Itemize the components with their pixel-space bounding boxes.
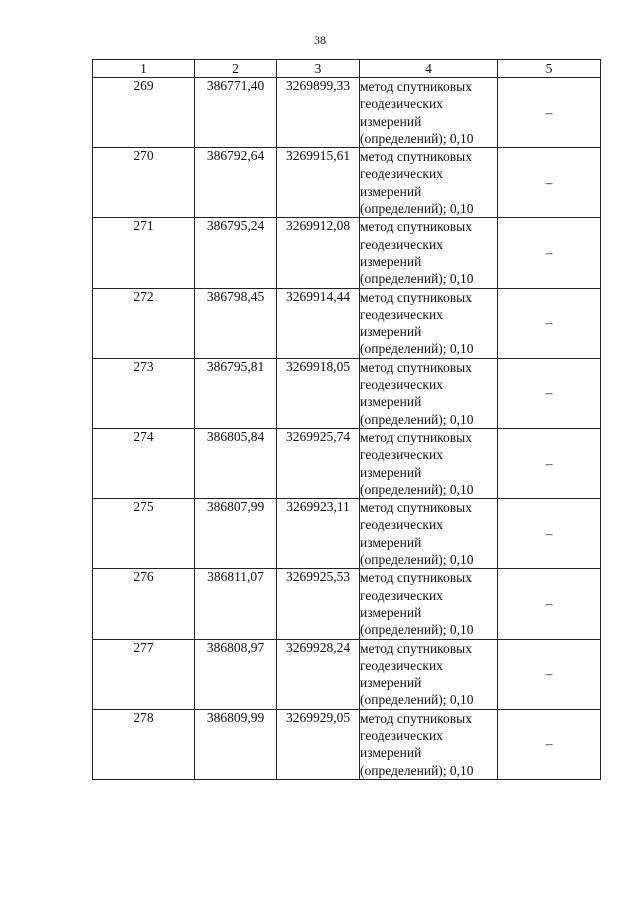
note-cell: –	[498, 639, 601, 709]
method-line: измерений	[360, 253, 422, 269]
y-coordinate-cell: 3269925,53	[277, 569, 360, 639]
header-row	[93, 60, 601, 78]
point-number-cell: 276	[93, 569, 195, 639]
table-row	[93, 569, 601, 639]
point-number-cell: 272	[93, 288, 195, 358]
y-coordinate-cell: 3269912,08	[277, 218, 360, 288]
method-line: измерений	[360, 534, 422, 550]
method-line: геодезических	[360, 96, 443, 112]
method-line: измерений	[360, 324, 422, 340]
method-line: метод спутниковых	[360, 710, 472, 726]
x-coordinate-cell: 386795,81	[195, 358, 277, 428]
point-number-cell: 269	[93, 78, 195, 148]
method-cell	[360, 428, 498, 498]
y-coordinate-cell: 3269915,61	[277, 148, 360, 218]
method-line: (определений); 0,10	[360, 201, 474, 217]
method-line: (определений); 0,10	[360, 692, 474, 708]
method-cell	[360, 569, 498, 639]
note-cell: –	[498, 428, 601, 498]
y-coordinate-cell: 3269918,05	[277, 358, 360, 428]
method-cell	[360, 358, 498, 428]
method-line: геодезических	[360, 166, 443, 182]
point-number-cell: 278	[93, 709, 195, 779]
method-line: (определений); 0,10	[360, 411, 474, 427]
note-cell: –	[498, 148, 601, 218]
point-number-cell: 274	[93, 428, 195, 498]
point-number-cell: 275	[93, 499, 195, 569]
method-line: (определений); 0,10	[360, 271, 474, 287]
note-cell: –	[498, 288, 601, 358]
table-row	[93, 639, 601, 709]
table-row	[93, 428, 601, 498]
x-coordinate-cell: 386771,40	[195, 78, 277, 148]
column-header-4: 4	[360, 60, 498, 78]
method-line: измерений	[360, 183, 422, 199]
table-row	[93, 358, 601, 428]
x-coordinate-cell: 386798,45	[195, 288, 277, 358]
method-line: (определений); 0,10	[360, 762, 474, 778]
x-coordinate-cell: 386809,99	[195, 709, 277, 779]
point-number-cell: 273	[93, 358, 195, 428]
method-line: геодезических	[360, 377, 443, 393]
method-line: (определений); 0,10	[360, 341, 474, 357]
x-coordinate-cell: 386805,84	[195, 428, 277, 498]
method-line: геодезических	[360, 306, 443, 322]
method-cell	[360, 78, 498, 148]
y-coordinate-cell: 3269923,11	[277, 499, 360, 569]
method-line: измерений	[360, 464, 422, 480]
column-header-5: 5	[498, 60, 601, 78]
page-number: 38	[314, 33, 326, 47]
method-line: метод спутниковых	[360, 79, 472, 94]
coordinates-table	[92, 59, 601, 780]
table-row	[93, 499, 601, 569]
method-line: геодезических	[360, 517, 443, 533]
method-cell	[360, 639, 498, 709]
y-coordinate-cell: 3269928,24	[277, 639, 360, 709]
point-number-cell: 270	[93, 148, 195, 218]
method-line: метод спутниковых	[360, 500, 472, 516]
y-coordinate-cell: 3269914,44	[277, 288, 360, 358]
column-header-1: 1	[93, 60, 195, 78]
table-row	[93, 218, 601, 288]
table-row	[93, 288, 601, 358]
method-line: измерений	[360, 113, 422, 129]
method-line: (определений); 0,10	[360, 130, 474, 146]
method-line: измерений	[360, 745, 422, 761]
method-line: метод спутниковых	[360, 219, 472, 235]
y-coordinate-cell: 3269899,33	[277, 78, 360, 148]
method-cell	[360, 288, 498, 358]
point-number-cell: 277	[93, 639, 195, 709]
method-cell	[360, 148, 498, 218]
y-coordinate-cell: 3269925,74	[277, 428, 360, 498]
method-line: метод спутниковых	[360, 570, 472, 586]
x-coordinate-cell: 386792,64	[195, 148, 277, 218]
table-row	[93, 148, 601, 218]
note-cell: –	[498, 499, 601, 569]
method-line: измерений	[360, 675, 422, 691]
method-line: геодезических	[360, 587, 443, 603]
method-cell	[360, 499, 498, 569]
method-line: (определений); 0,10	[360, 481, 474, 497]
x-coordinate-cell: 386795,24	[195, 218, 277, 288]
method-line: метод спутниковых	[360, 429, 472, 445]
method-line: (определений); 0,10	[360, 622, 474, 638]
method-line: метод спутниковых	[360, 149, 472, 165]
x-coordinate-cell: 386807,99	[195, 499, 277, 569]
method-cell	[360, 218, 498, 288]
note-cell: –	[498, 569, 601, 639]
method-line: метод спутниковых	[360, 359, 472, 375]
column-header-3: 3	[277, 60, 360, 78]
method-line: (определений); 0,10	[360, 552, 474, 568]
method-line: геодезических	[360, 447, 443, 463]
note-cell: –	[498, 78, 601, 148]
column-header-2: 2	[195, 60, 277, 78]
table-row	[93, 709, 601, 779]
method-line: измерений	[360, 394, 422, 410]
note-cell: –	[498, 218, 601, 288]
note-cell: –	[498, 358, 601, 428]
note-cell: –	[498, 709, 601, 779]
point-number-cell: 271	[93, 218, 195, 288]
x-coordinate-cell: 386811,07	[195, 569, 277, 639]
method-line: геодезических	[360, 727, 443, 743]
method-cell	[360, 709, 498, 779]
table-row	[93, 78, 601, 148]
y-coordinate-cell: 3269929,05	[277, 709, 360, 779]
method-line: метод спутниковых	[360, 289, 472, 305]
x-coordinate-cell: 386808,97	[195, 639, 277, 709]
table-body	[93, 78, 601, 780]
method-line: измерений	[360, 604, 422, 620]
method-line: метод спутниковых	[360, 640, 472, 656]
method-line: геодезических	[360, 236, 443, 252]
method-line: геодезических	[360, 657, 443, 673]
